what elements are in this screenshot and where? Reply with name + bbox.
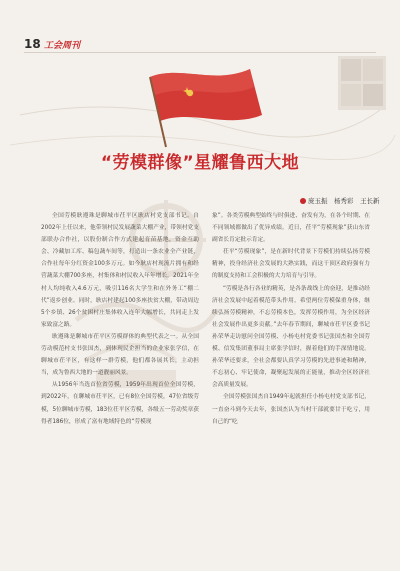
- paragraph: 从1956年当选首位省劳模，1959年出现首位全国劳模，到2022年，在聊城市茌平区，已有8位全国劳模，47位省级劳模，5位聊城市劳模，183位茌平区劳模，各级五一劳动奖章获得者186位，形成了富有地域特色的“劳模现: [41, 382, 199, 425]
- page-number: 18: [24, 37, 41, 51]
- paragraph: 茌平“劳模现象”，是在新时代背景下劳模们持续弘扬劳模精神，投身经济社会发展的大熟实践，而这干顶区政府强有力的制度支持和工会积极的大力培育与引导。: [212, 249, 370, 280]
- paragraph: 全国劳模张国杰自1949年起就担任小杨屯村党支部书记，一直奋斗到今天去年，张国杰认为当村干部就要甘于吃亏，用自己的“吃: [212, 394, 370, 425]
- byline-authors: 庞玉振 杨秀彩 王长新: [308, 197, 380, 205]
- article-title: “劳模群像”星耀鲁西大地: [100, 153, 300, 173]
- paragraph: 全国劳模耿遵珠是聊城市茌平区耿店村党支部书记。自2002年上任以来，他带领村民发展蔬菜大棚产业，带领村党支部联办合作社，以股份制合作方式建起育苗基地，资金互助会、冷藏加工库、稿包蔬车间等，打造出一条农业全产业链，合作社每年分红资金100多万元。如今耿店村现流片拥有和经营蔬菜大棚700多座，村集体和村民收入年年增长。2021年全村人均纯收入4.6万元，吸引116名大学生和在外务工“棚二代”返乡创业。同时，耿店村建起100多座扶贫大棚，带动周边5个乡镇、26个贫困村庄集体收入连年大幅增长，共同走上发家致富之路。: [41, 213, 199, 328]
- byline-bullet-icon: [300, 198, 306, 204]
- paragraph: 耿遵珠是聊城市茌平区劳模群体的典型代表之一。从全国劳动模范村支书张国杰，到体现民企担当的企业家张学信，在聊城市茌平区，有这样一群劳模，他们都各展其长，主动担当，成为鲁西大地的一道靓丽风景。: [41, 333, 199, 377]
- body-column-left: [41, 210, 199, 428]
- paragraph: 象”。各类劳模典型始终与时俱进、奋发有为，在各个时期、在不同领域都做出了优异成绩。近日，茌平“劳模现象”获山东省副省长肯定批示肯定。: [212, 213, 370, 244]
- header-rule: [24, 52, 376, 53]
- article-byline: [300, 196, 380, 205]
- section-tag: 工会周刊: [44, 41, 81, 51]
- photo-strip-decoration: [338, 56, 386, 110]
- body-column-right: [212, 210, 370, 428]
- paragraph: “劳模是各行各业的精英，是各条战线上的奋迎，是推动经济社会发展中起着模范带头作用。希望两位劳模保重身体，继续弘扬劳模精神，不忘劳模本色，发挥劳模作用，为全区经济社会发展作出更多贡献。”去年春节期间，聊城市茌平区委书记孙荣华走访慰问全国劳模、小杨屯村党委书记张国杰和全国劳模、信发集团董事局主席张学信时，握着他们的手深情地说。孙荣华还要求，全社会都要认真学习劳模的先进事迹和精神，不忘初心、牢记使命，凝聚起发展的正能量，推动全区经济社会高质量发展。: [212, 285, 370, 389]
